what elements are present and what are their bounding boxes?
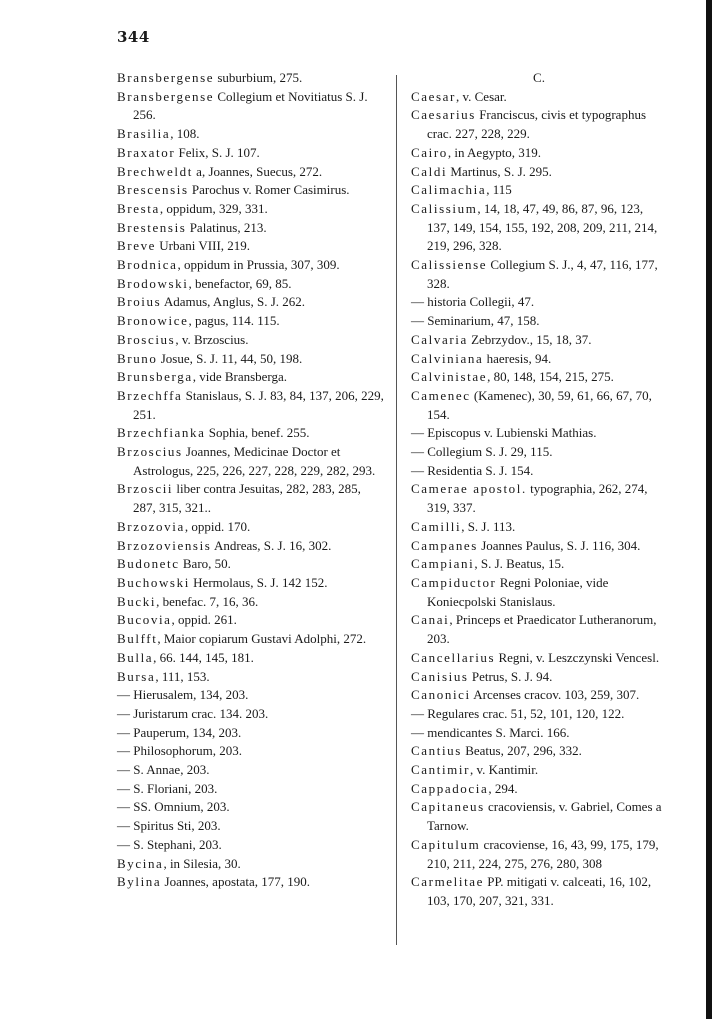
entry-references: , oppidum, 329, 331.: [159, 200, 268, 216]
index-entry: [411, 873, 667, 910]
index-entry: [117, 256, 385, 275]
entry-references: — Episcopus v. Lubienski Mathias.: [411, 425, 597, 441]
index-entry: [117, 817, 385, 836]
entry-references: Hermolaus, S. J. 142 152.: [189, 574, 328, 590]
index-entry: [411, 555, 667, 574]
index-entry: [117, 593, 385, 612]
entry-headword: Brechweldt: [117, 163, 193, 179]
section-letter: C.: [533, 70, 545, 85]
index-entry: [117, 144, 385, 163]
entry-headword: Bycina: [117, 855, 164, 871]
entry-headword: Calimachia: [411, 182, 487, 198]
entry-headword: Bulfft: [117, 631, 158, 647]
index-entry: [117, 443, 385, 480]
entry-headword: Cancellarius: [411, 649, 496, 665]
entry-references: a, Joannes, Suecus, 272.: [192, 163, 323, 179]
entry-headword: Calvaria: [411, 331, 468, 347]
index-entry: [411, 686, 667, 705]
entry-headword: Campiani: [411, 556, 475, 572]
entry-references: — Residentia S. J. 154.: [411, 462, 534, 478]
index-entry: [411, 705, 667, 724]
entry-references: Joannes, Medicinae Doctor et Astrologus, 225, 226, 227, 228, 229, 282, 293.: [133, 444, 376, 478]
index-entry: [411, 350, 667, 369]
index-column-right: [411, 69, 667, 911]
entry-headword: Broius: [117, 294, 162, 310]
index-entry: [411, 668, 667, 687]
index-entry: [117, 275, 385, 294]
entry-references: , Maior copiarum Gustavi Adolphi, 272.: [157, 631, 367, 647]
entry-headword: Bulla: [117, 649, 154, 665]
entry-references: Joannes Paulus, S. J. 116, 304.: [477, 537, 641, 553]
index-entry: [117, 518, 385, 537]
entry-references: , vide Bransberga.: [192, 369, 288, 385]
page-number: 344: [117, 28, 150, 46]
entry-references: — S. Annae, 203.: [117, 762, 210, 778]
index-entry: [117, 88, 385, 125]
entry-references: , in Aegypto, 319.: [447, 144, 542, 160]
entry-headword: Bransbergense: [117, 70, 215, 85]
index-entry: [411, 780, 667, 799]
index-entry: [117, 125, 385, 144]
entry-headword: Brestensis: [117, 219, 187, 235]
entry-references: — Hierusalem, 134, 203.: [117, 687, 249, 703]
entry-headword: Calissiense: [411, 257, 488, 273]
index-entry: [117, 649, 385, 668]
entry-headword: Camenec: [411, 387, 471, 403]
entry-references: — S. Floriani, 203.: [117, 780, 218, 796]
entry-references: cracoviensis, v. Gabriel, Comes a Tarnow.: [427, 799, 662, 834]
entry-references: (Kamenec), 30, 59, 61, 66, 67, 70, 154.: [427, 387, 652, 422]
entry-references: Sophia, benef. 255.: [205, 425, 310, 441]
entry-references: , in Silesia, 30.: [163, 855, 241, 871]
entry-references: Parochus v. Romer Casimirus.: [188, 182, 350, 198]
index-entry: [411, 574, 667, 611]
entry-references: PP. mitigati v. calceati, 16, 102, 103, 170, 207, 321, 331.: [427, 874, 652, 908]
index-entry: [411, 88, 667, 107]
entry-references: Regni, v. Leszczynski Vencesl.: [495, 649, 660, 665]
index-entry: [117, 780, 385, 799]
entry-references: , S. J. Beatus, 15.: [474, 556, 565, 572]
index-entry: [411, 181, 667, 200]
index-entry: [411, 462, 667, 481]
index-entry: [117, 574, 385, 593]
entry-references: cracoviense, 16, 43, 99, 175, 179, 210, 211, 224, 275, 276, 280, 308: [427, 836, 659, 871]
index-entry: [411, 144, 667, 163]
entry-references: — Spiritus Sti, 203.: [117, 818, 221, 834]
entry-headword: Canisius: [411, 668, 469, 684]
entry-references: — Collegium S. J. 29, 115.: [411, 444, 553, 460]
entry-headword: Bucki: [117, 593, 157, 609]
entry-references: Joannes, apostata, 177, 190.: [161, 874, 311, 890]
index-entry: [117, 836, 385, 855]
index-entry: [117, 331, 385, 350]
entry-references: , 80, 148, 154, 215, 275.: [487, 369, 614, 385]
entry-references: , benefac. 7, 16, 36.: [156, 593, 259, 609]
entry-headword: Brodnica: [117, 257, 178, 273]
index-entry: [411, 368, 667, 387]
entry-references: , v. Kantimir.: [470, 762, 539, 778]
entry-headword: Brzoscii: [117, 481, 174, 497]
entry-references: , S. J. 113.: [461, 518, 516, 534]
entry-references: haeresis, 94.: [483, 350, 552, 366]
index-entry: [117, 668, 385, 687]
entry-references: Stanislaus, S. J. 83, 84, 137, 206, 229, 251.: [133, 387, 384, 422]
entry-headword: Buchowski: [117, 574, 190, 590]
index-entry: [411, 443, 667, 462]
index-entry: [411, 312, 667, 331]
index-entry: [117, 293, 385, 312]
entry-references: Franciscus, civis et typographus crac. 227, 228, 229.: [427, 107, 647, 142]
entry-headword: Campanes: [411, 537, 478, 553]
entry-references: , oppid. 261.: [171, 612, 237, 628]
entry-references: Baro, 50.: [179, 556, 231, 572]
index-entry: [411, 256, 667, 293]
column-divider: [396, 75, 397, 945]
entry-references: Josue, S. J. 11, 44, 50, 198.: [157, 350, 303, 366]
entry-references: Collegium S. J., 4, 47, 116, 177, 328.: [427, 257, 658, 291]
entry-references: Martinus, S. J. 295.: [447, 163, 552, 179]
entry-references: , 111, 153.: [155, 668, 210, 684]
entry-references: — S. Stephani, 203.: [117, 836, 222, 852]
index-entry: [411, 331, 667, 350]
entry-headword: Brescensis: [117, 182, 189, 198]
index-entry: [117, 630, 385, 649]
index-entry: [117, 761, 385, 780]
entry-headword: Braxator: [117, 144, 176, 160]
index-entry: [117, 686, 385, 705]
entry-headword: Cappadocia: [411, 780, 489, 796]
entry-references: Palatinus, 213.: [186, 219, 267, 235]
entry-references: — Philosophorum, 203.: [117, 743, 242, 759]
entry-headword: Caldi: [411, 163, 448, 179]
entry-references: , v. Brzoscius.: [175, 331, 249, 347]
entry-headword: Brzozoviensis: [117, 537, 212, 553]
index-entry: [117, 555, 385, 574]
index-entry: [411, 798, 667, 835]
index-entry: [117, 200, 385, 219]
index-entry: [411, 537, 667, 556]
index-entry: [117, 368, 385, 387]
entry-references: — Juristarum crac. 134. 203.: [117, 705, 269, 721]
entry-headword: Broscius: [117, 331, 176, 347]
index-entry: [411, 724, 667, 743]
entry-headword: Bylina: [117, 874, 162, 890]
entry-references: , benefactor, 69, 85.: [188, 275, 292, 291]
page-binding-edge: [706, 0, 712, 1019]
index-entry: [411, 518, 667, 537]
entry-headword: Canonici: [411, 687, 471, 703]
entry-headword: Caesarius: [411, 107, 476, 123]
entry-references: , 294.: [488, 780, 518, 796]
index-column-left: [117, 69, 385, 892]
entry-references: , Princeps et Praedicator Lutheranorum, 203.: [427, 612, 657, 647]
entry-headword: Brzoscius: [117, 444, 183, 460]
entry-headword: Cantimir: [411, 762, 471, 778]
entry-headword: Carmelitae: [411, 874, 485, 890]
index-entry: [117, 69, 385, 88]
index-entry: [117, 312, 385, 331]
entry-headword: Calviniana: [411, 350, 484, 366]
entry-references: liber contra Jesuitas, 282, 283, 285, 287, 315, 321..: [133, 481, 361, 516]
entry-references: Urbani VIII, 219.: [156, 238, 251, 254]
entry-headword: Breve: [117, 238, 157, 254]
entry-references: , 115: [486, 182, 512, 198]
entry-references: typographia, 262, 274, 319, 337.: [427, 481, 648, 516]
entry-references: , 14, 18, 47, 49, 86, 87, 96, 123, 137, 149, 154, 155, 192, 208, 209, 211, 214, 219, 296, 328.: [427, 200, 658, 254]
entry-headword: Canai: [411, 612, 450, 628]
index-entry: [411, 742, 667, 761]
entry-headword: Cantius: [411, 743, 462, 759]
index-entry: [411, 163, 667, 182]
index-entry: [411, 387, 667, 424]
index-entry: [117, 798, 385, 817]
entry-headword: Camerae apostol.: [411, 481, 527, 497]
entry-references: Beatus, 207, 296, 332.: [461, 743, 582, 759]
entry-references: — SS. Omnium, 203.: [117, 799, 230, 815]
index-entry: [411, 649, 667, 668]
index-entry: [117, 742, 385, 761]
index-entry: [117, 705, 385, 724]
entry-references: , 66. 144, 145, 181.: [153, 649, 254, 665]
entry-headword: Bronowice: [117, 313, 189, 329]
index-entry: [117, 480, 385, 517]
entry-references: , oppidum in Prussia, 307, 309.: [177, 257, 340, 273]
entry-references: , v. Cesar.: [455, 88, 507, 104]
entry-headword: Bursa: [117, 668, 156, 684]
entry-headword: Cairo: [411, 144, 448, 160]
entry-headword: Capitulum: [411, 836, 481, 852]
index-entry: [411, 424, 667, 443]
index-entry: [117, 350, 385, 369]
entry-headword: Brzechfianka: [117, 425, 206, 441]
entry-headword: Bresta: [117, 200, 160, 216]
entry-references: Felix, S. J. 107.: [175, 144, 260, 160]
entry-references: Regni Poloniae, vide Koniecpolski Stanislaus.: [427, 574, 609, 609]
entry-headword: Brzozovia: [117, 518, 185, 534]
entry-headword: Brasilia: [117, 126, 171, 142]
entry-headword: Brzechffa: [117, 387, 183, 403]
index-entry: [411, 480, 667, 517]
entry-headword: Caesar: [411, 88, 456, 104]
entry-references: , pagus, 114. 115.: [188, 313, 280, 329]
index-entry: [117, 424, 385, 443]
entry-headword: Brunsberga: [117, 369, 193, 385]
index-entry: [117, 873, 385, 892]
entry-references: — Seminarium, 47, 158.: [411, 313, 540, 329]
index-entry: [411, 293, 667, 312]
entry-references: — historia Collegii, 47.: [411, 294, 535, 310]
entry-references: Andreas, S. J. 16, 302.: [211, 537, 332, 553]
entry-headword: Camilli: [411, 518, 462, 534]
index-entry: [411, 761, 667, 780]
index-entry: [117, 163, 385, 182]
entry-references: — mendicantes S. Marci. 166.: [411, 724, 570, 740]
index-entry: [117, 724, 385, 743]
entry-headword: Bransbergense: [117, 88, 215, 104]
entry-headword: Calissium: [411, 200, 478, 216]
entry-references: , oppid. 170.: [184, 518, 251, 534]
entry-references: Petrus, S. J. 94.: [468, 668, 553, 684]
entry-references: Adamus, Anglus, S. J. 262.: [161, 294, 306, 310]
entry-headword: Bruno: [117, 350, 158, 366]
index-entry: [117, 219, 385, 238]
entry-references: , 108.: [170, 126, 200, 142]
entry-references: — Pauperum, 134, 203.: [117, 724, 242, 740]
entry-references: suburbium, 275.: [214, 70, 303, 85]
index-entry: [117, 237, 385, 256]
entry-references: — Regulares crac. 51, 52, 101, 120, 122.: [411, 705, 625, 721]
entry-headword: Brodowski: [117, 275, 189, 291]
index-entry: [411, 611, 667, 648]
index-entry: [117, 387, 385, 424]
index-entry: [117, 611, 385, 630]
section-entries: [411, 88, 667, 911]
entry-headword: Campiductor: [411, 574, 497, 590]
entry-headword: Budonetc: [117, 556, 180, 572]
index-entry: [411, 106, 667, 143]
index-entry: [411, 836, 667, 873]
index-entry: [117, 855, 385, 874]
index-entry: [117, 181, 385, 200]
entry-references: Zebrzydov., 15, 18, 37.: [467, 331, 592, 347]
entry-headword: Capitaneus: [411, 799, 485, 815]
index-entry: [411, 200, 667, 256]
index-entry: [117, 537, 385, 556]
entry-references: Collegium et Novitiatus S. J. 256.: [133, 88, 368, 123]
entry-references: Arcenses cracov. 103, 259, 307.: [470, 687, 640, 703]
entry-headword: Calvinistae: [411, 369, 488, 385]
entry-headword: Bucovia: [117, 612, 172, 628]
